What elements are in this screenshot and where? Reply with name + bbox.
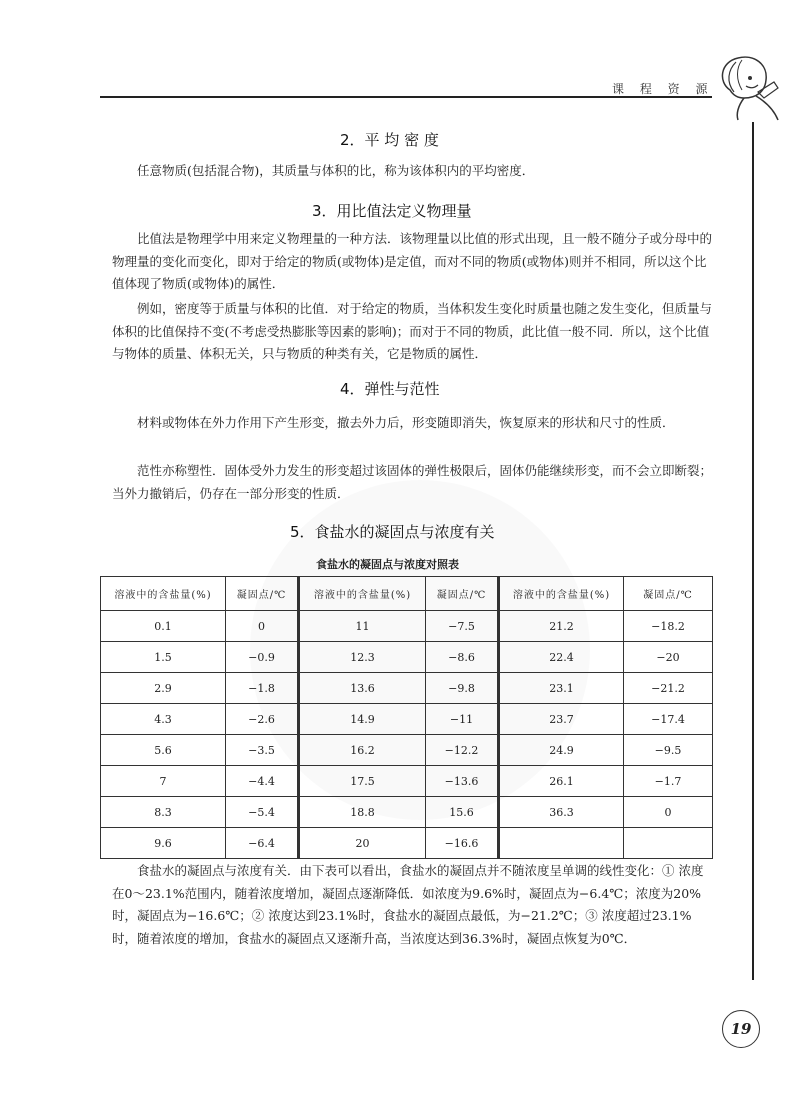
header-concentration-3: 溶液中的含盐量(%) — [499, 577, 624, 611]
freezing-point-cell: −16.6 — [426, 828, 499, 859]
header-freezing-point-2: 凝固点/℃ — [426, 577, 499, 611]
side-rule — [752, 122, 754, 980]
concentration-cell: 22.4 — [499, 642, 624, 673]
freezing-point-cell: −21.2 — [624, 673, 713, 704]
table-caption: 食盐水的凝固点与浓度对照表 — [316, 558, 459, 571]
freezing-point-cell: −1.7 — [624, 766, 713, 797]
concentration-cell: 16.2 — [299, 735, 426, 766]
table-header-row — [101, 577, 713, 611]
table-row — [101, 735, 713, 766]
table-row — [101, 673, 713, 704]
freezing-point-cell: −0.9 — [226, 642, 299, 673]
concentration-cell: 13.6 — [299, 673, 426, 704]
freezing-point-cell: 0 — [624, 797, 713, 828]
freezing-point-cell: −1.8 — [226, 673, 299, 704]
freezing-point-table — [100, 576, 713, 859]
freezing-point-cell: −6.4 — [226, 828, 299, 859]
concentration-cell: 17.5 — [299, 766, 426, 797]
table-row — [101, 766, 713, 797]
concentration-cell: 4.3 — [101, 704, 226, 735]
concentration-cell: 8.3 — [101, 797, 226, 828]
concentration-cell: 2.9 — [101, 673, 226, 704]
concentration-cell: 18.8 — [299, 797, 426, 828]
freezing-point-cell: −2.6 — [226, 704, 299, 735]
concentration-cell: 26.1 — [499, 766, 624, 797]
table-row — [101, 611, 713, 642]
concentration-cell: 1.5 — [101, 642, 226, 673]
header-freezing-point-1: 凝固点/℃ — [226, 577, 299, 611]
freezing-point-cell: −13.6 — [426, 766, 499, 797]
concentration-cell: 23.1 — [499, 673, 624, 704]
section-2-title: 2．平 均 密 度 — [340, 131, 439, 149]
freezing-point-cell: −8.6 — [426, 642, 499, 673]
freezing-point-cell: −9.5 — [624, 735, 713, 766]
freezing-point-cell: −5.4 — [226, 797, 299, 828]
mascot-illustration — [708, 52, 788, 122]
header-concentration-1: 溶液中的含盐量(%) — [101, 577, 226, 611]
concentration-cell: 20 — [299, 828, 426, 859]
concentration-cell: 24.9 — [499, 735, 624, 766]
section-5-title: 5．食盐水的凝固点与浓度有关 — [290, 523, 495, 541]
concentration-cell: 9.6 — [101, 828, 226, 859]
section-3-title: 3．用比值法定义物理量 — [312, 202, 472, 220]
table-row — [101, 704, 713, 735]
page-number: 19 — [722, 1010, 760, 1048]
freezing-point-cell: −11 — [426, 704, 499, 735]
concentration-cell: 0.1 — [101, 611, 226, 642]
table-row — [101, 797, 713, 828]
concentration-cell: 12.3 — [299, 642, 426, 673]
table-row — [101, 828, 713, 859]
freezing-point-cell: −9.8 — [426, 673, 499, 704]
freezing-point-cell: −17.4 — [624, 704, 713, 735]
section-3-paragraph-1: 比值法是物理学中用来定义物理量的一种方法．该物理量以比值的形式出现，且一般不随分子或分母中的物理量的变化而变化，即对于给定的物质(或物体)是定值，而对不同的物质(或物体)则并不相同，所以这个比值体现了物质(或物体)的属性． — [112, 231, 713, 291]
concentration-cell: 23.7 — [499, 704, 624, 735]
freezing-point-cell: 0 — [226, 611, 299, 642]
header-concentration-2: 溶液中的含盐量(%) — [299, 577, 426, 611]
section-4-paragraph-2: 范性亦称塑性．固体受外力发生的形变超过该固体的弹性极限后，固体仍能继续形变，而不会立即断裂；当外力撤销后，仍存在一部分形变的性质． — [112, 463, 713, 501]
section-3-paragraph-2: 例如，密度等于质量与体积的比值．对于给定的物质，当体积发生变化时质量也随之发生变化，但质量与体积的比值保持不变(不考虑受热膨胀等因素的影响)；而对于不同的物质，此比值一般不同．所以，这个比值与物体的质量、体积无关，只与物质的种类有关，它是物质的属性． — [112, 301, 713, 361]
concentration-cell: 36.3 — [499, 797, 624, 828]
table-row — [101, 642, 713, 673]
concentration-cell: 5.6 — [101, 735, 226, 766]
freezing-point-cell: 15.6 — [426, 797, 499, 828]
header-label: 课 程 资 源 — [612, 82, 714, 96]
header-freezing-point-3: 凝固点/℃ — [624, 577, 713, 611]
header-rule — [100, 96, 712, 98]
section-5-paragraph: 食盐水的凝固点与浓度有关．由下表可以看出，食盐水的凝固点并不随浓度呈单调的线性变化：① 浓度在0～23.1%范围内，随着浓度增加，凝固点逐渐降低．如浓度为9.6%时，凝固点为−6.4℃；浓度为20%时，凝固点为−16.6℃；② 浓度达到23.1%时，食盐水的凝固点最低，为−21.2℃；③ 浓度超过23.1%时，随着浓度的增加，食盐水的凝固点又逐渐升高，当浓度达到36.3%时，凝固点恢复为0℃． — [112, 863, 704, 946]
concentration-cell — [499, 828, 624, 859]
section-4-title: 4．弹性与范性 — [340, 380, 440, 398]
freezing-point-cell: −3.5 — [226, 735, 299, 766]
freezing-point-cell: −18.2 — [624, 611, 713, 642]
freezing-point-cell: −7.5 — [426, 611, 499, 642]
freezing-point-cell — [624, 828, 713, 859]
concentration-cell: 7 — [101, 766, 226, 797]
freezing-point-cell: −12.2 — [426, 735, 499, 766]
freezing-point-cell: −4.4 — [226, 766, 299, 797]
concentration-cell: 14.9 — [299, 704, 426, 735]
concentration-cell: 21.2 — [499, 611, 624, 642]
section-2-paragraph: 任意物质(包括混合物)，其质量与体积的比，称为该体积内的平均密度． — [137, 163, 535, 178]
freezing-point-cell: −20 — [624, 642, 713, 673]
concentration-cell: 11 — [299, 611, 426, 642]
section-4-paragraph-1: 材料或物体在外力作用下产生形变，撤去外力后，形变随即消失，恢复原来的形状和尺寸的性质． — [137, 415, 675, 430]
